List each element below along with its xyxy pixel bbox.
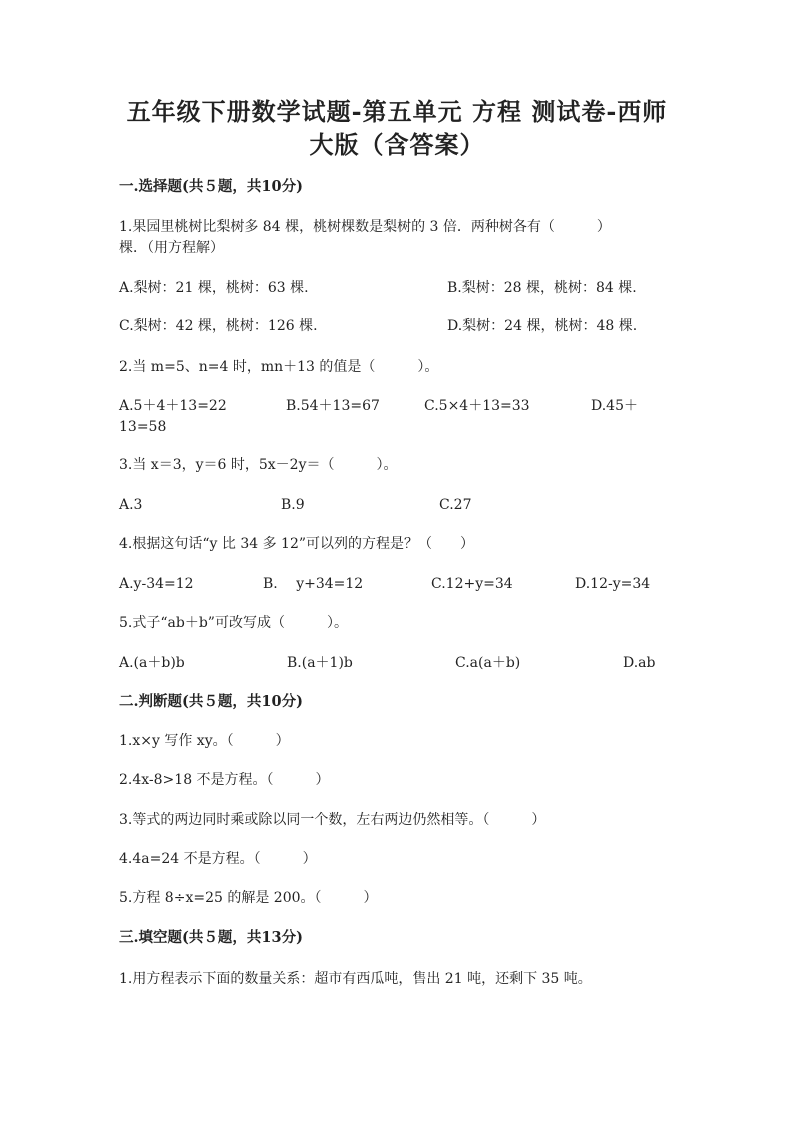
question-1-option-c: C.梨树：42 棵，桃树：126 棵. xyxy=(119,318,318,334)
question-3-option-b: B.9 xyxy=(281,497,305,513)
question-3-option-c: C.27 xyxy=(439,497,472,513)
judge-item-1: 1.x×y 写作 xy。（ ） xyxy=(119,733,290,749)
question-2-option-a: A.5＋4＋13=22 xyxy=(119,398,227,414)
question-4-option-c: C.12+y=34 xyxy=(431,576,513,592)
page-title-line1: 五年级下册数学试题-第五单元 方程 测试卷-西师 xyxy=(126,97,668,126)
question-4-option-b: B. y+34=12 xyxy=(263,576,364,592)
section-heading-choice: 一.选择题(共５题，共10分) xyxy=(119,178,303,195)
question-4-option-a: A.y-34=12 xyxy=(119,576,194,592)
question-5-option-c: C.a(a＋b) xyxy=(455,655,521,671)
question-1-stem-line2: 棵．（用方程解） xyxy=(119,240,224,256)
question-5-option-d: D.ab xyxy=(623,655,656,671)
section-heading-fill: 三.填空题(共５题，共13分) xyxy=(119,929,303,946)
question-5-stem: 5.式子“ab＋b”可改写成（ ）。 xyxy=(119,615,348,631)
question-1-option-d: D.梨树：24 棵，桃树：48 棵. xyxy=(447,318,638,334)
section-heading-judge: 二.判断题(共５题，共10分) xyxy=(119,693,303,710)
question-2-option-d-continued: 13=58 xyxy=(119,419,167,435)
question-2-option-d: D.45＋ xyxy=(591,398,638,414)
judge-item-3: 3.等式的两边同时乘或除以同一个数，左右两边仍然相等。（ ） xyxy=(119,812,546,828)
question-3-stem: 3.当 x＝3，y＝6 时，5x－2y＝（ ）。 xyxy=(119,457,398,473)
question-4-stem: 4.根据这句话“y 比 34 多 12”可以列的方程是？（ ） xyxy=(119,536,475,552)
judge-item-4: 4.4a=24 不是方程。（ ） xyxy=(119,851,317,867)
question-1-stem-line1: 1.果园里桃树比梨树多 84 棵，桃树棵数是梨树的 3 倍．两种树各有（ ） xyxy=(119,219,611,235)
question-4-option-d: D.12-y=34 xyxy=(575,576,651,592)
question-1-option-a: A.梨树：21 棵，桃树：63 棵. xyxy=(119,280,309,296)
question-3-option-a: A.3 xyxy=(119,497,143,513)
page-title-line2: 大版（含答案） xyxy=(309,130,485,159)
question-2-option-b: B.54＋13=67 xyxy=(286,398,380,414)
question-1-option-b: B.梨树：28 棵，桃树：84 棵. xyxy=(447,280,637,296)
judge-item-2: 2.4x-8>18 不是方程。（ ） xyxy=(119,772,330,788)
fill-item-1: 1.用方程表示下面的数量关系：超市有西瓜吨，售出 21 吨，还剩下 35 吨。 xyxy=(119,971,592,987)
judge-item-5: 5.方程 8÷x=25 的解是 200。（ ） xyxy=(119,890,378,906)
question-5-option-a: A.(a＋b)b xyxy=(119,655,185,671)
question-2-option-c: C.5×4＋13=33 xyxy=(424,398,530,414)
question-5-option-b: B.(a＋1)b xyxy=(287,655,353,671)
question-2-stem: 2.当 m=5、n=4 时，mn＋13 的值是（ ）。 xyxy=(119,359,439,375)
